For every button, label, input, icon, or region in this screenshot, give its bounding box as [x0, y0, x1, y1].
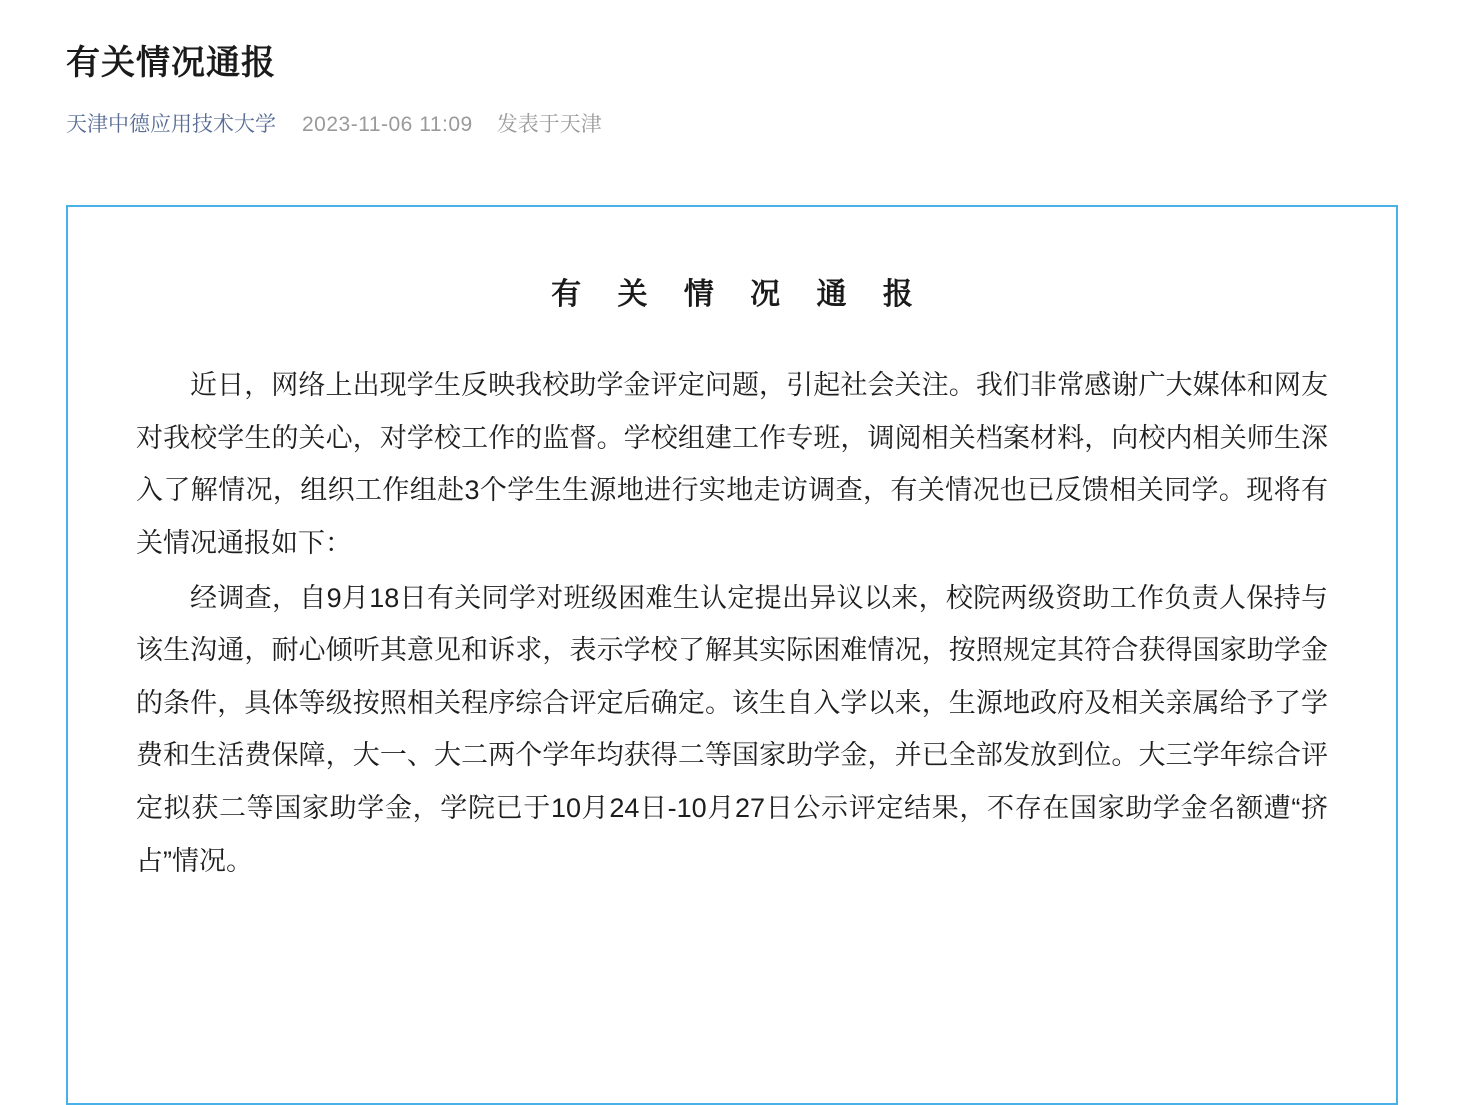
publish-timestamp: 2023-11-06 11:09: [302, 113, 473, 136]
publisher-account-link[interactable]: 天津中德应用技术大学: [66, 113, 276, 136]
article-meta: [66, 110, 602, 139]
notice-body: [136, 359, 1328, 887]
notice-card: [66, 205, 1398, 1105]
page-title: 有关情况通报: [66, 43, 276, 82]
notice-paragraph: 经调查，自9月18日有关同学对班级困难生认定提出异议以来，校院两级资助工作负责人保持与该生沟通，耐心倾听其意见和诉求，表示学校了解其实际困难情况，按照规定其符合获得国家助学金的条件，具体等级按照相关程序综合评定后确定。该生自入学以来，生源地政府及相关亲属给予了学费和生活费保障，大一、大二两个学年均获得二等国家助学金，并已全部发放到位。大三学年综合评定拟获二等国家助学金，学院已于10月24日-10月27日公示评定结果，不存在国家助学金名额遭“挤占”情况。: [136, 582, 1328, 876]
publish-location: 发表于天津: [496, 113, 602, 136]
notice-heading: 有 关 情 况 通 报: [551, 278, 927, 311]
notice-paragraph: 近日，网络上出现学生反映我校助学金评定问题，引起社会关注。我们非常感谢广大媒体和网友对我校学生的关心，对学校工作的监督。学校组建工作专班，调阅相关档案材料，向校内相关师生深入了解情况，组织工作组赴3个学生生源地进行实地走访调查，有关情况也已反馈相关同学。现将有关情况通报如下：: [136, 370, 1328, 558]
